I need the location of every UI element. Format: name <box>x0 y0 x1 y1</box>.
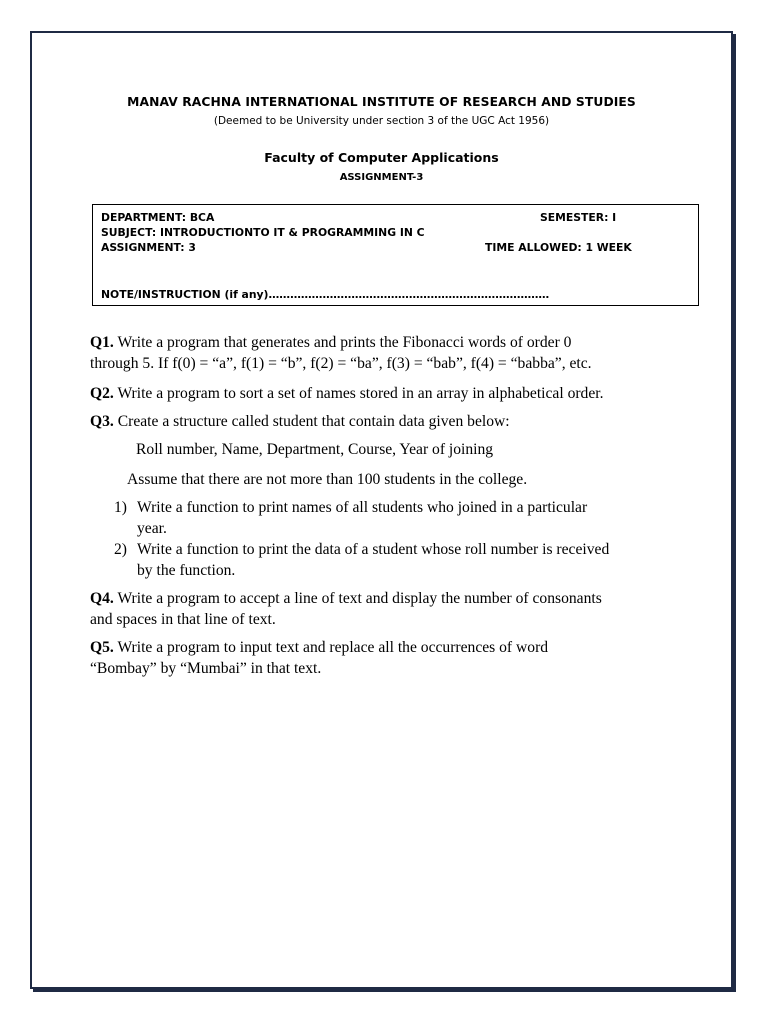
question-2-text: Write a program to sort a set of names stored in an array in alphabetical order. <box>113 385 604 402</box>
document-page <box>30 31 733 989</box>
question-3-text: Create a structure called student that contain data given below: <box>113 413 510 430</box>
question-4-label: Q4. <box>90 590 114 607</box>
question-4-line-1 <box>90 588 602 609</box>
faculty-name: Faculty of Computer Applications <box>264 150 499 165</box>
question-4-line-2: and spaces in that line of text. <box>90 611 276 628</box>
institution-subtitle: (Deemed to be University under section 3 of the UGC Act 1956) <box>213 115 550 127</box>
question-3-assumption: Assume that there are not more than 100 students in the college. <box>127 471 528 488</box>
question-3-sub-1-line-2: year. <box>137 520 167 537</box>
department-field: DEPARTMENT: BCA <box>101 211 215 224</box>
note-instruction-field: NOTE/INSTRUCTION (if any)…………………………………………………………………… <box>101 288 550 301</box>
question-3-sub-2-line-2: by the function. <box>137 562 236 579</box>
question-5-label: Q5. <box>90 639 114 656</box>
subject-field: SUBJECT: INTRODUCTIONTO IT & PROGRAMMING IN C <box>101 226 425 239</box>
question-3-label: Q3. <box>90 413 114 430</box>
question-3 <box>90 411 510 432</box>
question-1-text: Write a program that generates and prints the Fibonacci words of order 0 <box>113 334 572 351</box>
question-5-text: Write a program to input text and replace all the occurrences of word <box>113 639 549 656</box>
question-5-line-1 <box>90 637 548 658</box>
question-3-sub-1-line-1: Write a function to print names of all students who joined in a particular <box>137 499 588 516</box>
assignment-number-field: ASSIGNMENT: 3 <box>101 241 196 254</box>
question-1-line-1 <box>90 332 571 353</box>
question-1-label: Q1. <box>90 334 114 351</box>
question-4-text: Write a program to accept a line of text and display the number of consonants <box>113 590 602 607</box>
question-3-sub-1-number: 1) <box>114 499 127 516</box>
institution-name: MANAV RACHNA INTERNATIONAL INSTITUTE OF RESEARCH AND STUDIES <box>127 95 636 109</box>
question-1-line-2: through 5. If f(0) = “a”, f(1) = “b”, f(2) = “ba”, f(3) = “bab”, f(4) = “babba”, etc. <box>90 355 592 372</box>
question-3-sub-2-number: 2) <box>114 541 127 558</box>
assignment-title: ASSIGNMENT-3 <box>339 172 424 183</box>
question-2-label: Q2. <box>90 385 114 402</box>
question-5-line-2: “Bombay” by “Mumbai” in that text. <box>90 660 322 677</box>
question-3-sub-2-line-1: Write a function to print the data of a student whose roll number is received <box>137 541 610 558</box>
semester-field: SEMESTER: I <box>540 211 617 224</box>
assignment-info-box <box>92 204 699 306</box>
question-2 <box>90 383 604 404</box>
time-allowed-field: TIME ALLOWED: 1 WEEK <box>485 241 632 254</box>
question-3-fields: Roll number, Name, Department, Course, Year of joining <box>136 441 494 458</box>
